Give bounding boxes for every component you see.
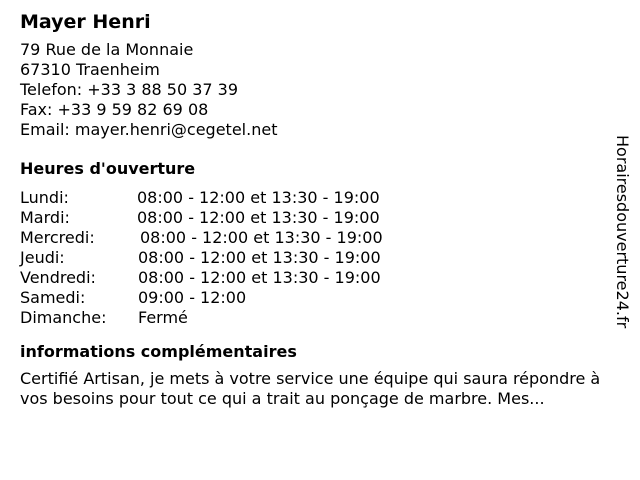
hours-row-friday <box>20 268 610 288</box>
opening-hours-heading: Heures d'ouverture <box>20 159 196 178</box>
city-postcode: 67310 Traenheim <box>20 60 160 79</box>
day-label: Vendredi: <box>20 268 96 287</box>
hours-row-thursday <box>20 248 610 268</box>
time-value: 08:00 - 12:00 et 13:30 - 19:00 <box>138 248 381 267</box>
day-label: Samedi: <box>20 288 86 307</box>
business-name: Mayer Henri <box>20 11 151 33</box>
email-address: Email: mayer.henri@cegetel.net <box>20 120 278 139</box>
day-label: Lundi: <box>20 188 69 207</box>
site-watermark: Horairesdouverture24.fr <box>613 135 632 329</box>
day-label: Mercredi: <box>20 228 95 247</box>
hours-row-saturday <box>20 288 610 308</box>
phone-number: Telefon: +33 3 88 50 37 39 <box>20 80 239 99</box>
day-label: Mardi: <box>20 208 70 227</box>
fax-number: Fax: +33 9 59 82 69 08 <box>20 100 209 119</box>
hours-row-tuesday <box>20 208 610 228</box>
time-value: 08:00 - 12:00 et 13:30 - 19:00 <box>137 188 380 207</box>
hours-row-wednesday <box>20 228 610 248</box>
time-value: 08:00 - 12:00 et 13:30 - 19:00 <box>137 208 380 227</box>
hours-row-sunday <box>20 308 610 328</box>
additional-info-text: Certifié Artisan, je mets à votre service une équipe qui saura répondre à vos besoins pour tout ce qui a trait au ponçage de marbre. Mes... <box>20 369 601 408</box>
time-value: 08:00 - 12:00 et 13:30 - 19:00 <box>140 228 383 247</box>
business-card <box>20 8 610 409</box>
street-address: 79 Rue de la Monnaie <box>20 40 194 59</box>
opening-hours-table <box>20 188 610 328</box>
time-value: 08:00 - 12:00 et 13:30 - 19:00 <box>138 268 381 287</box>
additional-info-heading: informations complémentaires <box>20 342 297 361</box>
day-label: Jeudi: <box>20 248 65 267</box>
day-label: Dimanche: <box>20 308 107 327</box>
time-value: Fermé <box>138 308 188 327</box>
hours-row-monday <box>20 188 610 208</box>
time-value: 09:00 - 12:00 <box>138 288 247 307</box>
